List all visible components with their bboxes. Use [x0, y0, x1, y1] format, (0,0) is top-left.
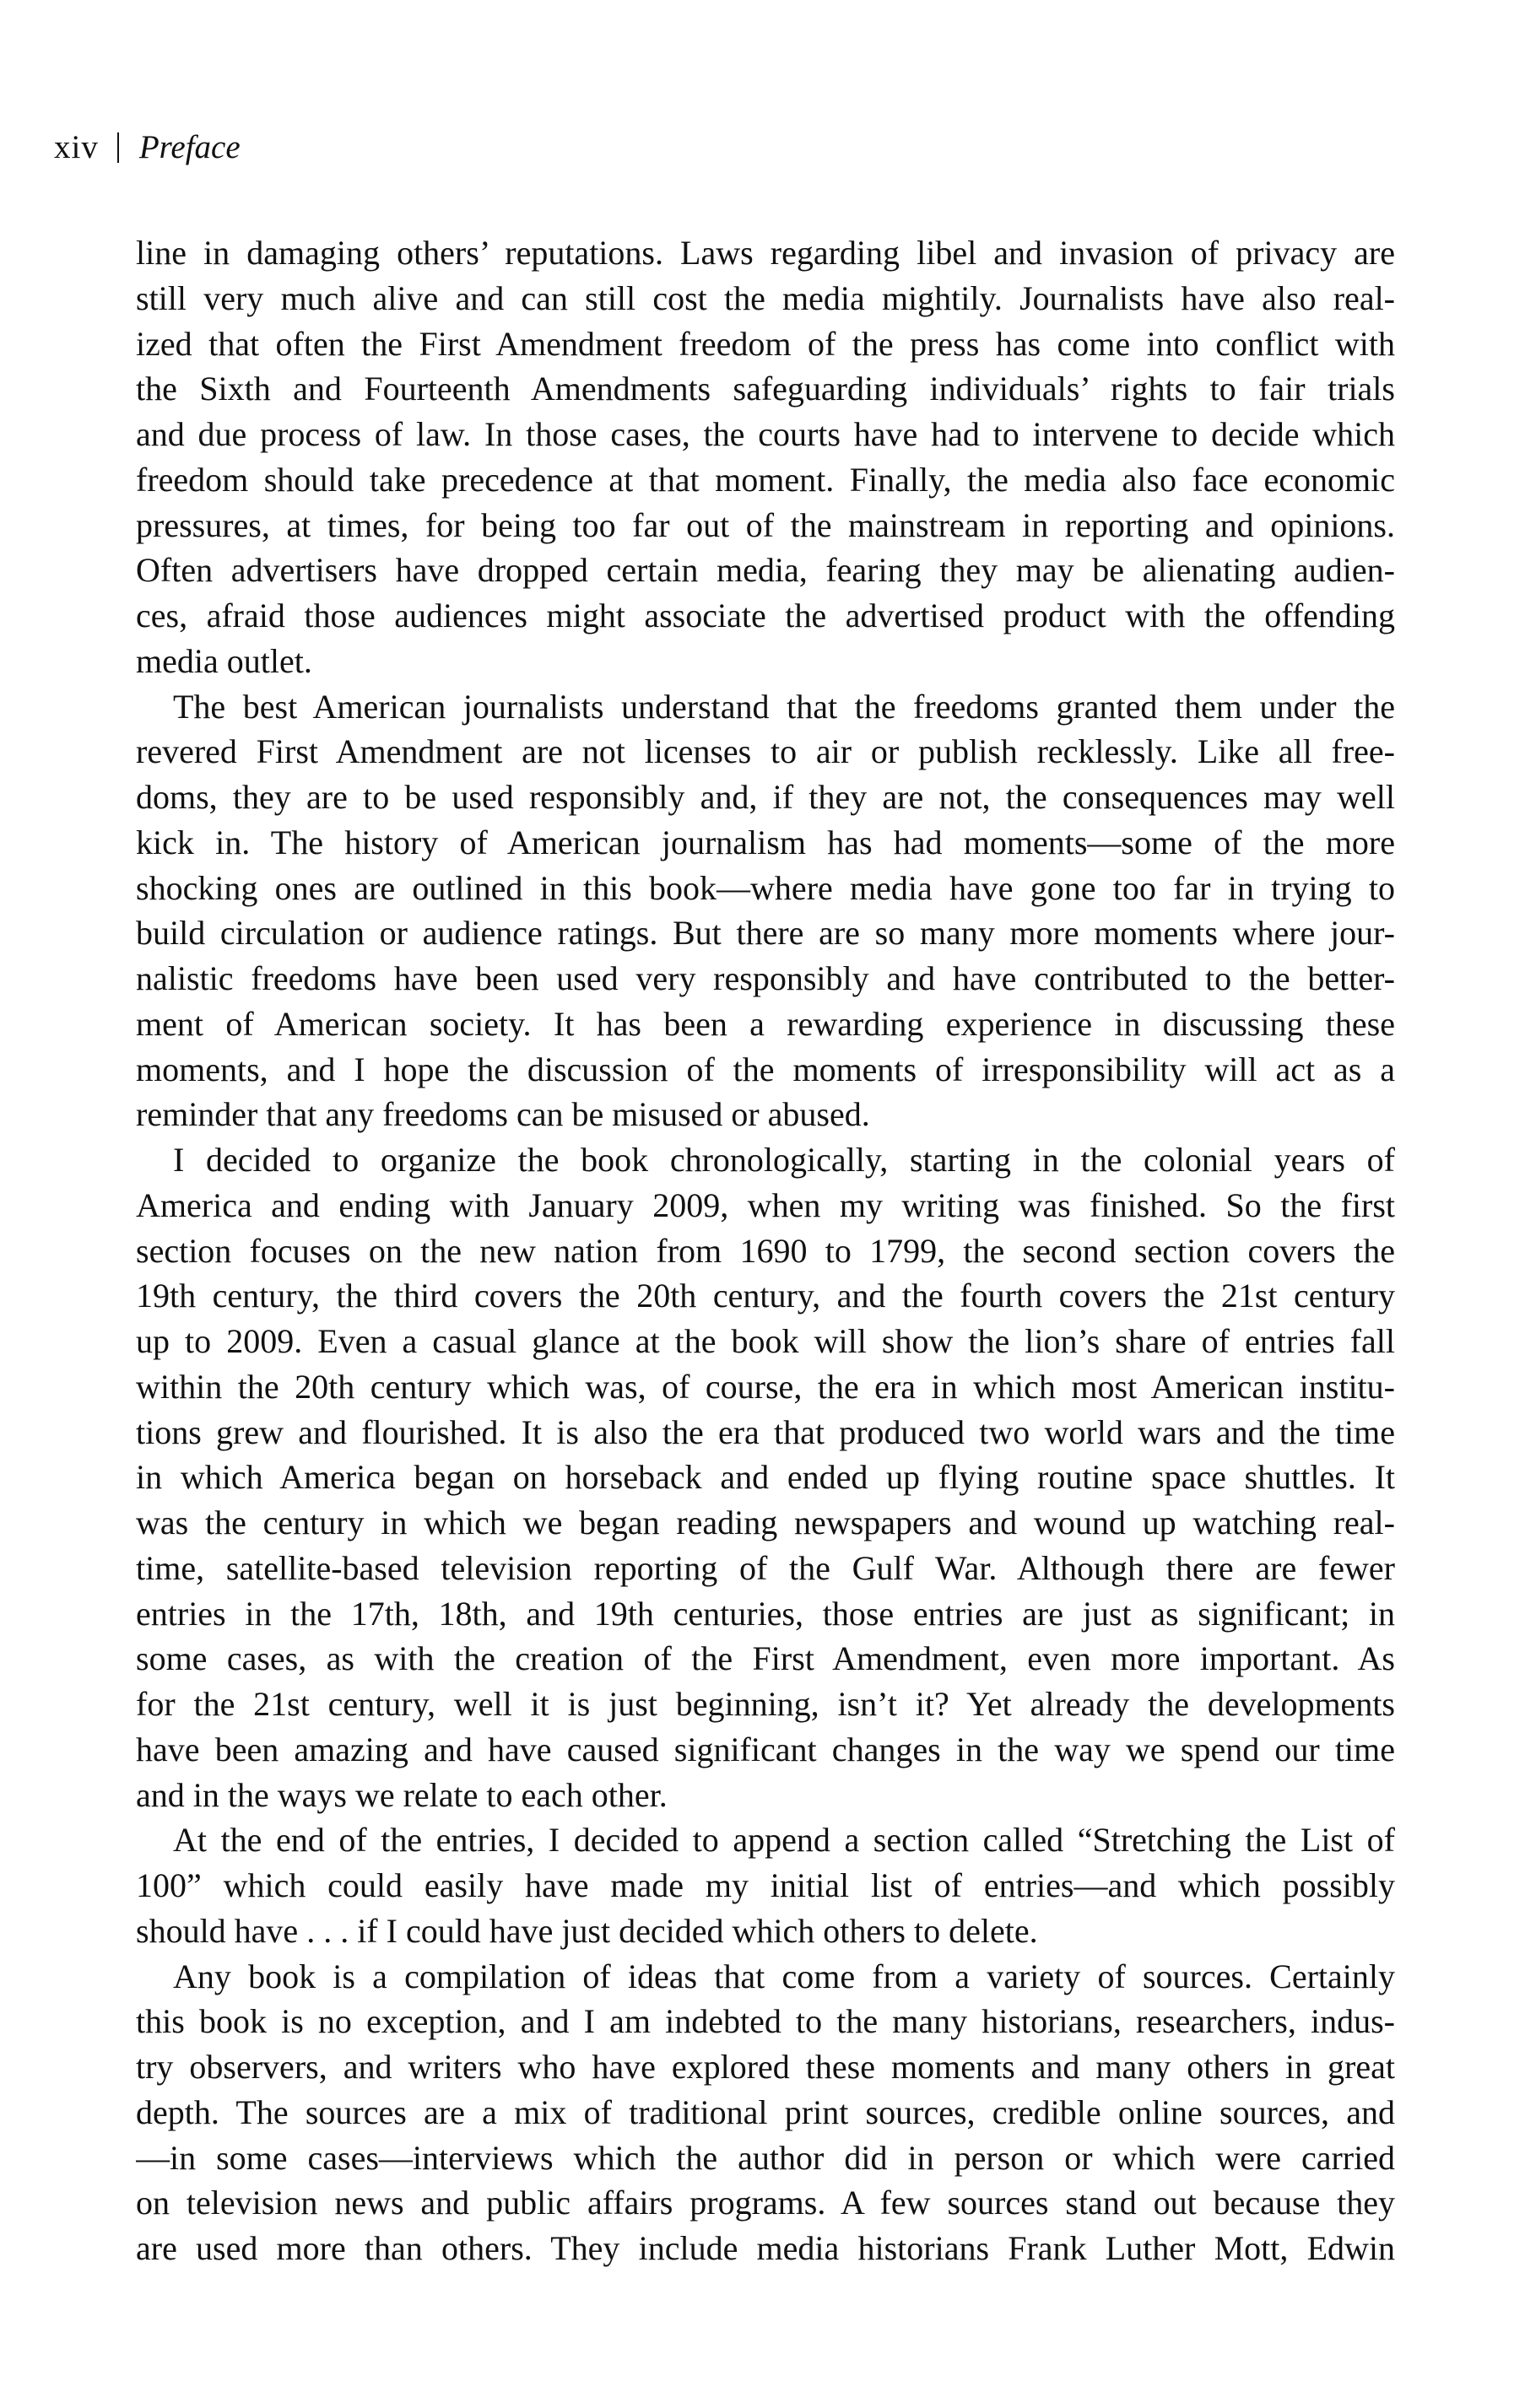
- body-text: [136, 230, 1395, 2271]
- text-line: in which America began on horseback and ended up flying routine space shuttles. It: [136, 1458, 1395, 1497]
- text-line: on television news and public affairs programs. A few sources stand out because they: [136, 2184, 1395, 2222]
- text-line: media outlet.: [136, 641, 312, 680]
- text-line: was the century in which we began reading newspapers and wound up watching real-: [136, 1504, 1395, 1541]
- text-line: kick in. The history of American journalism has had moments—some of the more: [136, 823, 1395, 861]
- text-line: ized that often the First Amendment freedom of the press has come into conflict with: [136, 324, 1395, 363]
- text-line: The best American journalists understand that the freedoms granted them under the: [173, 687, 1395, 726]
- text-line: the Sixth and Fourteenth Amendments safeguarding individuals’ rights to fair trials: [136, 370, 1395, 408]
- text-line: should have . . . if I could have just decided which others to delete.: [136, 1911, 1038, 1950]
- text-line: build circulation or audience ratings. But there are so many more moments where jour-: [136, 914, 1395, 953]
- text-line: freedom should take precedence at that moment. Finally, the media also face economic: [136, 460, 1395, 499]
- text-line: 100” which could easily have made my initial list of entries—and which possibly: [136, 1866, 1395, 1904]
- text-line: I decided to organize the book chronologically, starting in the colonial years of: [173, 1141, 1395, 1179]
- text-line: for the 21st century, well it is just beginning, isn’t it? Yet already the developments: [136, 1685, 1395, 1723]
- text-line: Often advertisers have dropped certain media, fearing they may be alienating audien-: [136, 551, 1395, 590]
- text-line: ces, afraid those audiences might associate the advertised product with the offending: [136, 597, 1395, 634]
- text-line: tions grew and flourished. It is also the era that produced two world wars and the time: [136, 1412, 1395, 1451]
- text-line: up to 2009. Even a casual glance at the book will show the lion’s share of entries fall: [136, 1322, 1395, 1360]
- text-line: have been amazing and have caused significant changes in the way we spend our time: [136, 1730, 1395, 1768]
- text-line: nalistic freedoms have been used very responsibly and have contributed to the better-: [136, 959, 1395, 997]
- text-line: America and ending with January 2009, when my writing was finished. So the first: [136, 1185, 1395, 1224]
- page-number: xiv: [54, 129, 99, 165]
- text-line: section focuses on the new nation from 1690 to 1799, the second section covers the: [136, 1231, 1395, 1270]
- text-line: doms, they are to be used responsibly and, if they are not, the consequences may well: [136, 778, 1395, 816]
- text-line: Any book is a compilation of ideas that come from a variety of sources. Certainly: [173, 1957, 1395, 1995]
- text-line: reminder that any freedoms can be misused or abused.: [136, 1095, 870, 1134]
- text-line: this book is no exception, and I am indebted to the many historians, researchers, indus-: [136, 2002, 1395, 2041]
- text-line: try observers, and writers who have explored these moments and many others in great: [136, 2048, 1395, 2086]
- text-line: At the end of the entries, I decided to append a section called “Stretching the List of: [173, 1821, 1395, 1860]
- text-line: entries in the 17th, 18th, and 19th centuries, those entries are just as significant; in: [136, 1594, 1395, 1633]
- text-line: some cases, as with the creation of the First Amendment, even more important. As: [136, 1639, 1395, 1678]
- running-head-separator: [117, 132, 119, 163]
- running-head-section-title: Preface: [138, 129, 241, 165]
- text-line: 19th century, the third covers the 20th century, and the fourth covers the 21st century: [136, 1277, 1395, 1315]
- text-line: revered First Amendment are not licenses to air or publish recklessly. Like all free-: [136, 732, 1395, 771]
- text-line: within the 20th century which was, of course, the era in which most American institu-: [136, 1367, 1395, 1406]
- text-line: ment of American society. It has been a rewarding experience in discussing these: [136, 1004, 1395, 1043]
- text-line: depth. The sources are a mix of traditional print sources, credible online sources, and: [136, 2092, 1395, 2131]
- text-line: and in the ways we relate to each other.: [136, 1775, 668, 1814]
- text-line: line in damaging others’ reputations. Laws regarding libel and invasion of privacy are: [136, 234, 1395, 272]
- text-line: —in some cases—interviews which the author did in person or which were carried: [136, 2138, 1395, 2177]
- text-line: and due process of law. In those cases, the courts have had to intervene to decide which: [136, 415, 1395, 453]
- text-line: still very much alive and can still cost the media mightily. Journalists have also real-: [136, 278, 1395, 317]
- text-line: shocking ones are outlined in this book—where media have gone too far in trying to: [136, 868, 1395, 907]
- text-line: are used more than others. They include media historians Frank Luther Mott, Edwin: [136, 2229, 1395, 2267]
- running-head: [54, 127, 241, 169]
- text-line: moments, and I hope the discussion of the moments of irresponsibility will act as a: [136, 1050, 1395, 1088]
- text-line: pressures, at times, for being too far out of the mainstream in reporting and opinions.: [136, 505, 1395, 544]
- text-line: time, satellite-based television reporting of the Gulf War. Although there are fewer: [136, 1548, 1395, 1587]
